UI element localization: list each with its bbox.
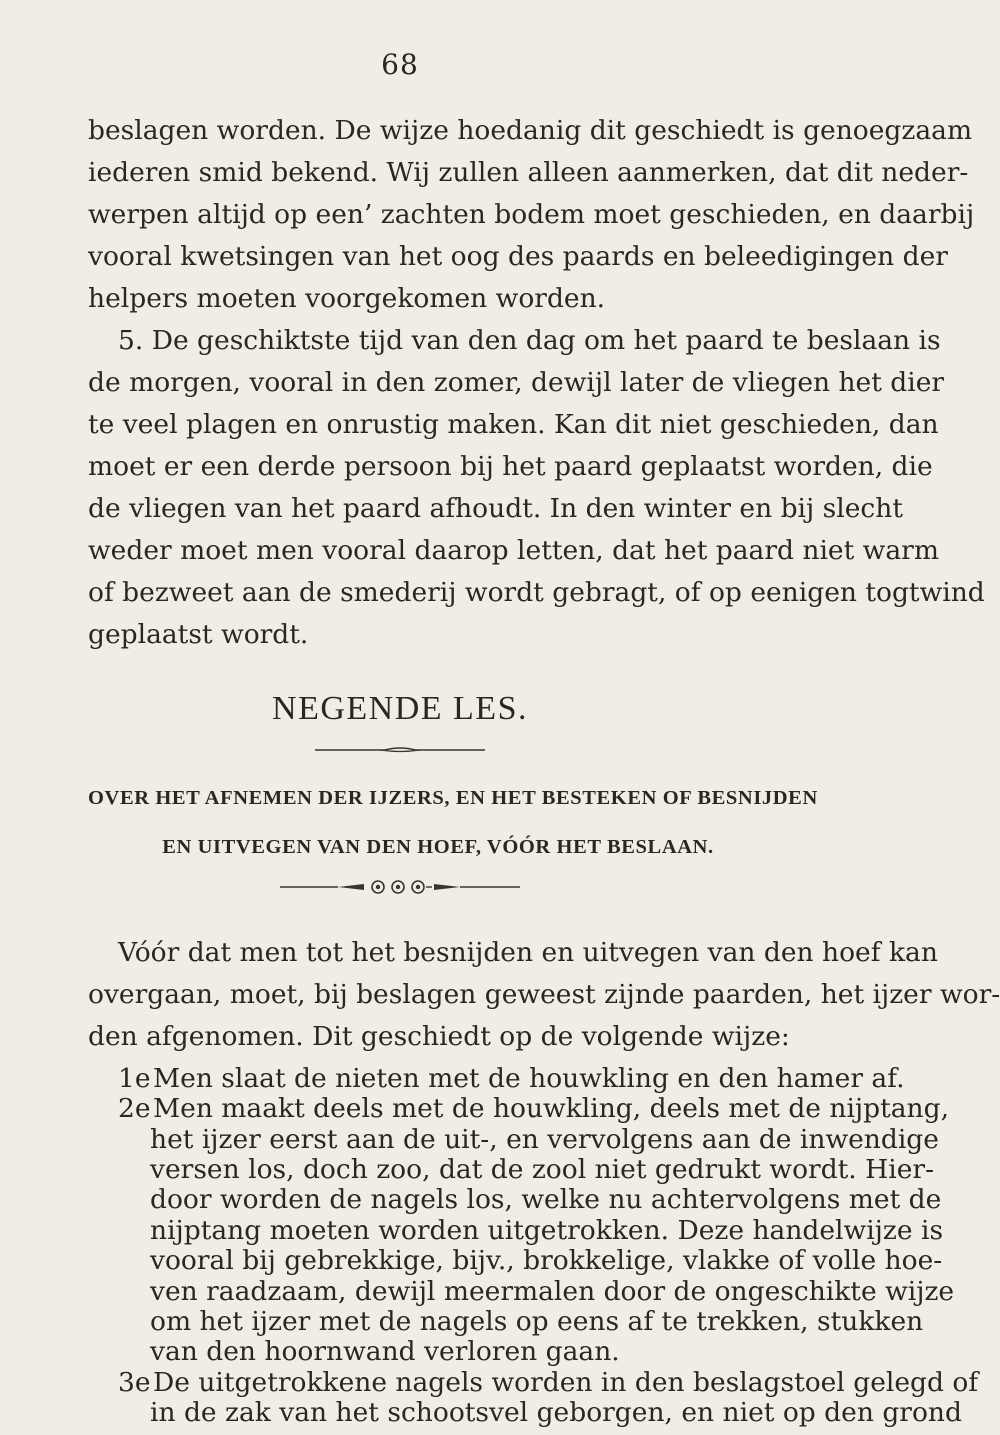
text-line: het ijzer eerst aan de uit-, en vervolgens aan de inwendige — [150, 1124, 939, 1155]
text-line: iederen smid bekend. Wij zullen alleen aanmerken, dat dit neder- — [88, 157, 969, 188]
text-line: nijptang moeten worden uitgetrokken. Deze handelwijze is — [150, 1215, 944, 1246]
section-title: OVER HET AFNEMEN DER IJZERS, EN HET BESTEKEN OF BESNIJDEN — [88, 787, 818, 809]
list-item — [118, 1093, 950, 1124]
text-line: om het ijzer met de nagels op eens af te trekken, stukken — [150, 1306, 924, 1337]
ornamental-rule — [0, 745, 800, 755]
text-line: vooral kwetsingen van het oog des paards en beleedigingen der — [88, 241, 948, 272]
list-item-text: De uitgetrokkene nagels worden in den beslagstoel gelegd of — [153, 1367, 979, 1398]
text-line: de vliegen van het paard afhoudt. In den winter en bij slecht — [88, 493, 903, 524]
list-item-text: Men slaat de nieten met de houwkling en den hamer af. — [153, 1063, 905, 1094]
list-item-number: 1e — [118, 1063, 151, 1094]
list-item-number: 3e — [118, 1367, 151, 1398]
chapter-heading: NEGENDE LES. — [272, 690, 528, 727]
text-line: moet er een derde persoon bij het paard geplaatst worden, die — [88, 451, 933, 482]
text-line: werpen altijd op een’ zachten bodem moet geschieden, en daarbij — [88, 199, 975, 230]
text-line: in de zak van het schootsvel geborgen, en niet op den grond — [150, 1397, 962, 1428]
section-title: EN UITVEGEN VAN DEN HOEF, VÓÓR HET BESLAAN. — [162, 836, 714, 858]
text-line: beslagen worden. De wijze hoedanig dit geschiedt is genoegzaam — [88, 115, 973, 146]
list-item — [118, 1367, 979, 1398]
page-number: 68 — [381, 48, 419, 81]
text-line: vooral bij gebrekkige, bijv., brokkelige, vlakke of volle hoe- — [150, 1245, 943, 1276]
text-line: ven raadzaam, dewijl meermalen door de ongeschikte wijze — [150, 1276, 955, 1307]
rule-ornament-icon — [315, 745, 485, 755]
text-line: versen los, doch zoo, dat de zool niet gedrukt wordt. Hier- — [150, 1154, 935, 1185]
list-item — [118, 1063, 905, 1094]
text-line: 5. De geschiktste tijd van den dag om het paard te beslaan is — [118, 325, 941, 356]
text-line: overgaan, moet, bij beslagen geweest zijnde paarden, het ijzer wor- — [88, 979, 1000, 1010]
text-line: de morgen, vooral in den zomer, dewijl later de vliegen het dier — [88, 367, 945, 398]
text-line: door worden de nagels los, welke nu achtervolgens met de — [150, 1184, 942, 1215]
scroll-ornament-icon — [280, 878, 520, 896]
text-line: weder moet men vooral daarop letten, dat het paard niet warm — [88, 535, 939, 566]
text-line: helpers moeten voorgekomen worden. — [88, 283, 606, 314]
list-item-number: 2e — [118, 1093, 151, 1124]
text-line: of bezweet aan de smederij wordt gebragt, of op eenigen togtwind — [88, 577, 985, 608]
text-line: Vóór dat men tot het besnijden en uitvegen van den hoef kan — [118, 937, 938, 968]
text-line: geplaatst wordt. — [88, 619, 309, 650]
text-line: van den hoornwand verloren gaan. — [150, 1336, 620, 1367]
ornamental-rule — [0, 878, 800, 896]
list-item-text: Men maakt deels met de houwkling, deels met de nijptang, — [153, 1093, 950, 1124]
text-line: te veel plagen en onrustig maken. Kan dit niet geschieden, dan — [88, 409, 939, 440]
text-line: den afgenomen. Dit geschiedt op de volgende wijze: — [88, 1021, 790, 1052]
